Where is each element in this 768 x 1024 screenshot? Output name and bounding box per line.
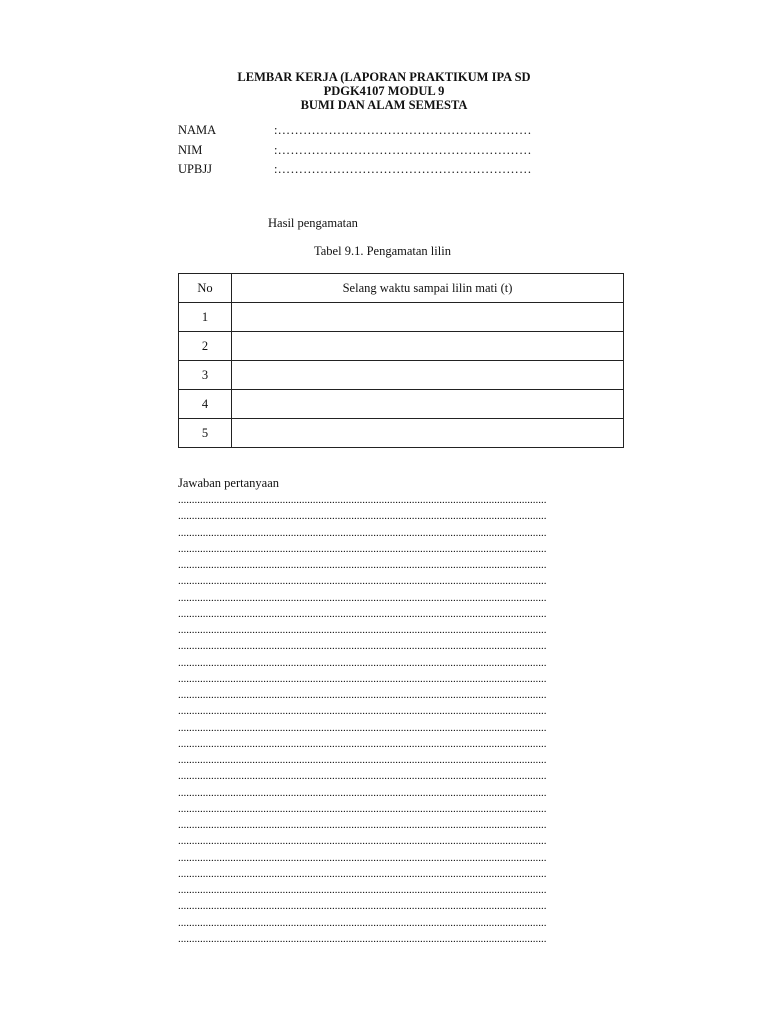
- row-value-cell[interactable]: [232, 361, 624, 390]
- answer-line[interactable]: ......................................................................................................................................: [178, 721, 547, 734]
- table-row: [179, 332, 624, 361]
- answer-line[interactable]: ......................................................................................................................................: [178, 656, 547, 669]
- answer-line[interactable]: ......................................................................................................................................: [178, 835, 547, 848]
- answer-line[interactable]: ......................................................................................................................................: [178, 624, 547, 636]
- answer-line[interactable]: ......................................................................................................................................: [178, 526, 547, 539]
- table-row: [179, 419, 624, 448]
- answer-line[interactable]: ......................................................................................................................................: [178, 510, 547, 523]
- row-value-cell[interactable]: [232, 303, 624, 332]
- upbjj-fill-line[interactable]: :……………………………………………………: [274, 162, 532, 176]
- answers-section: [178, 476, 678, 947]
- answer-line[interactable]: ......................................................................................................................................: [178, 900, 547, 913]
- answer-line[interactable]: ......................................................................................................................................: [178, 802, 547, 815]
- row-value-cell[interactable]: [232, 419, 624, 448]
- row-number: 2: [179, 332, 232, 361]
- answer-line[interactable]: ......................................................................................................................................: [178, 916, 547, 929]
- name-label: NAMA: [178, 123, 217, 137]
- document-title: [0, 70, 768, 112]
- table-caption: Tabel 9.1. Pengamatan lilin: [314, 244, 451, 258]
- name-fill-line[interactable]: :……………………………………………………: [274, 123, 532, 137]
- answer-line[interactable]: ......................................................................................................................................: [178, 770, 547, 783]
- row-value-cell[interactable]: [232, 390, 624, 419]
- table-row: [179, 303, 624, 332]
- answer-line[interactable]: ......................................................................................................................................: [178, 737, 547, 750]
- table-header-row: [179, 274, 624, 303]
- answer-line[interactable]: ......................................................................................................................................: [178, 640, 547, 653]
- row-value-cell[interactable]: [232, 332, 624, 361]
- nim-label: NIM: [178, 143, 203, 157]
- row-number: 1: [179, 303, 232, 332]
- answer-line[interactable]: ......................................................................................................................................: [178, 542, 547, 555]
- row-number: 3: [179, 361, 232, 390]
- title-line-1: LEMBAR KERJA (LAPORAN PRAKTIKUM IPA SD: [237, 70, 531, 84]
- title-line-3: BUMI DAN ALAM SEMESTA: [300, 98, 468, 112]
- answer-line[interactable]: ......................................................................................................................................: [178, 786, 547, 799]
- answer-line[interactable]: ......................................................................................................................................: [178, 867, 547, 880]
- table-row: [179, 390, 624, 419]
- answer-line[interactable]: ......................................................................................................................................: [178, 932, 547, 945]
- answer-line[interactable]: ......................................................................................................................................: [178, 851, 547, 864]
- table-row: [179, 361, 624, 390]
- row-number: 5: [179, 419, 232, 448]
- answer-lines: [178, 492, 678, 947]
- row-number: 4: [179, 390, 232, 419]
- header-no: No: [179, 274, 232, 303]
- answer-line[interactable]: ......................................................................................................................................: [178, 591, 547, 604]
- observation-heading: Hasil pengamatan: [268, 216, 358, 230]
- answer-line[interactable]: ......................................................................................................................................: [178, 819, 547, 831]
- answer-line[interactable]: ......................................................................................................................................: [178, 575, 547, 588]
- header-interval: Selang waktu sampai lilin mati (t): [232, 274, 624, 303]
- answer-line[interactable]: ......................................................................................................................................: [178, 754, 547, 766]
- answer-line[interactable]: ......................................................................................................................................: [178, 494, 547, 506]
- upbjj-label: UPBJJ: [178, 162, 213, 176]
- observation-table: [178, 273, 624, 448]
- answer-line[interactable]: ......................................................................................................................................: [178, 689, 547, 701]
- answers-heading: Jawaban pertanyaan: [178, 476, 279, 490]
- title-line-2: PDGK4107 MODUL 9: [323, 84, 445, 98]
- answer-line[interactable]: ......................................................................................................................................: [178, 884, 547, 896]
- answer-line[interactable]: ......................................................................................................................................: [178, 607, 547, 620]
- answer-line[interactable]: ......................................................................................................................................: [178, 559, 547, 571]
- answer-line[interactable]: ......................................................................................................................................: [178, 672, 547, 685]
- answer-line[interactable]: ......................................................................................................................................: [178, 705, 547, 718]
- nim-fill-line[interactable]: :……………………………………………………: [274, 143, 532, 157]
